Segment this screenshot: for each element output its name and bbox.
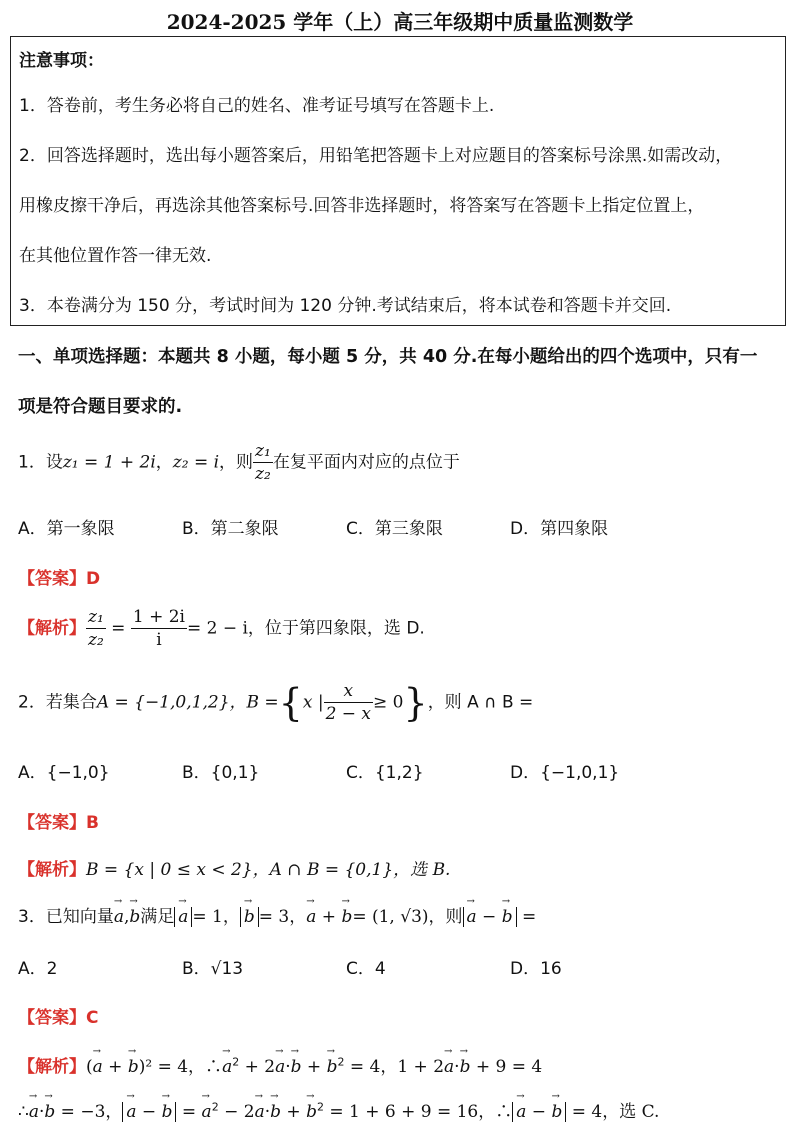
q1-sol-num-2: 1 + 2i xyxy=(132,607,185,627)
q2-tail: ，则 A ∩ B = xyxy=(427,692,534,713)
q3-option-a: A．2 xyxy=(18,959,58,979)
analysis-label: 【解析】 xyxy=(18,1057,86,1077)
q2-set-b-head: ，B = xyxy=(229,692,279,713)
answer-label: 【答案】 xyxy=(18,813,86,833)
q3-option-b: B．√13 xyxy=(182,959,244,979)
q2-answer-value: B xyxy=(86,813,99,833)
q3-tail: ，则 xyxy=(428,907,463,927)
section-heading-line-1: 一、单项选择题：本题共 8 小题，每小题 5 分，共 40 分.在每小题给出的四个选项中，只有一 xyxy=(18,347,758,367)
notice-line-4: 在其他位置作答一律无效. xyxy=(19,246,212,266)
q1-sol-den-2: i xyxy=(156,630,162,650)
question-1 xyxy=(18,440,460,485)
q3-sol2-c: = 1 + 6 + 9 = 16，∴ xyxy=(329,1102,513,1122)
q3-analysis-line-2: ∴→ a·→ b = −3，→ a − → b = → $a^2 - 2\to a\cdot\to b$ + → $b^2 = 1 + 6 + 9 = 16$，∴→ a − → b = 4，选 C. xyxy=(18,1097,659,1122)
q3-option-d: D．16 xyxy=(510,959,562,979)
analysis-label: 【解析】 xyxy=(18,618,86,639)
q3-b-mod: = 3 xyxy=(258,907,290,927)
notice-line-3: 用橡皮擦干净后，再选涂其他答案标号.回答非选择题时，将答案写在答题卡上指定位置上， xyxy=(19,196,705,216)
q1-sol-tail: ，位于第四象限，选 D. xyxy=(247,618,425,639)
vec-b: → b xyxy=(129,907,140,927)
q1-fraction xyxy=(253,440,273,485)
q1-tail: 在复平面内对应的点位于 xyxy=(272,452,460,473)
q3-sol1-b: = 4，1 + 2 xyxy=(349,1057,445,1077)
q3-cond: 满足 xyxy=(140,907,175,927)
q1-sol-rhs: = 2 − i xyxy=(186,618,248,639)
notice-line-5: 3．本卷满分为 150 分，考试时间为 120 分钟.考试结束后，将本试卷和答题卡并交回. xyxy=(19,296,672,316)
q1-frac-den: z₂ xyxy=(255,464,271,484)
vec-a: → a xyxy=(114,907,124,927)
q3-option-c: C．4 xyxy=(346,959,386,979)
answer-label: 【答案】 xyxy=(18,569,86,589)
q2-set-b-cond: ≥ 0 xyxy=(373,692,404,713)
q2-fraction xyxy=(324,680,373,725)
q3-answer xyxy=(18,1003,98,1028)
q2-option-c: C．{1,2} xyxy=(346,763,424,783)
q3-a-mod: = 1 xyxy=(192,907,223,927)
q2-option-a: A．{−1,0} xyxy=(18,763,110,783)
analysis-label: 【解析】 xyxy=(18,860,86,880)
q1-frac-num: z₁ xyxy=(255,441,271,461)
page-title: 2024-2025 学年（上）高三年级期中质量监测数学 xyxy=(166,10,634,34)
q1-number: 1．设 xyxy=(18,452,63,473)
q2-frac-num: x xyxy=(324,680,373,703)
q1-option-d: D．第四象限 xyxy=(510,519,609,539)
q1-option-c: C．第三象限 xyxy=(346,519,443,539)
q3-sol2-a: ∴ xyxy=(18,1102,29,1122)
q2-option-b: B．{0,1} xyxy=(182,763,260,783)
section-heading-line-2: 项是符合题目要求的. xyxy=(18,397,183,417)
q1-sep: ， xyxy=(155,452,173,473)
q2-analysis xyxy=(18,855,450,880)
q3-analysis-line-1: 【解析】(→ a + → b)² = 4，∴→ $a^2 + 2\to a\cdot\to b$ + → $b^2 = 4$，1 + 2→ a·→ b + 9 = 4 xyxy=(18,1052,542,1077)
q2-option-d: D．{−1,0,1} xyxy=(510,763,620,783)
q3-sol2-b: = −3， xyxy=(60,1102,123,1122)
q3-number: 3．已知向量 xyxy=(18,907,114,927)
q3-sol2-d: = 4，选 C. xyxy=(571,1102,660,1122)
q3-sol1-c: + 9 = 4 xyxy=(475,1057,543,1077)
question-3: 3．已知向量→ a,→ b满足→ a = 1，→ b = 3，→ a + → b= (1, √3)，则→ a − → b = xyxy=(18,902,536,927)
q1-analysis: 【解析】 $\frac{\text{z₁}}{\text{z₂}}$ = $\frac{1 + 2i}{i}$ = 2 − i，位于第四象限，选 D. xyxy=(18,607,425,650)
notice-line-1: 1．答卷前，考生务必将自己的姓名、准考证号填写在答题卡上. xyxy=(19,96,495,116)
q1-z1: z₁ = 1 + 2i xyxy=(62,452,156,473)
notice-line-2: 2．回答选择题时，选出每小题答案后，用铅笔把答题卡上对应题目的答案标号涂黑.如需改动， xyxy=(19,146,733,166)
q2-set-a: A = {−1,0,1,2} xyxy=(96,692,230,713)
q1-then: ，则 xyxy=(219,452,254,473)
q2-number: 2．若集合 xyxy=(18,692,97,713)
q2-set-b-x: x | xyxy=(302,692,324,713)
q3-sol1-a: ² = 4，∴ xyxy=(145,1057,223,1077)
q1-sol-frac-2 xyxy=(131,606,187,651)
q2-answer xyxy=(18,808,99,833)
q1-option-a: A．第一象限 xyxy=(18,519,115,539)
answer-label: 【答案】 xyxy=(18,1008,86,1028)
notice-heading: 注意事项： xyxy=(19,51,104,71)
q1-answer xyxy=(18,564,100,589)
q3-answer-value: C xyxy=(86,1008,99,1028)
q1-sol-frac-1 xyxy=(86,606,106,651)
q1-option-b: B．第二象限 xyxy=(182,519,279,539)
q3-sum: = (1, √3) xyxy=(352,907,429,927)
q1-z2: z₂ = i xyxy=(172,452,220,473)
q1-answer-value: D xyxy=(86,569,101,589)
q2-frac-den: 2 − x xyxy=(325,704,372,724)
q2-solution: B = {x | 0 ≤ x < 2}，A ∩ B = {0,1}，选 B. xyxy=(86,860,451,880)
q1-sol-num-1: z₁ xyxy=(88,607,104,627)
question-2: 2．若集合A = {−1,0,1,2}，B ={x | $\frac{x}{2 - x}$ ≥ 0}，则 A ∩ B = xyxy=(18,680,534,725)
notice-box xyxy=(10,36,786,326)
q1-sol-den-1: z₂ xyxy=(88,630,104,650)
